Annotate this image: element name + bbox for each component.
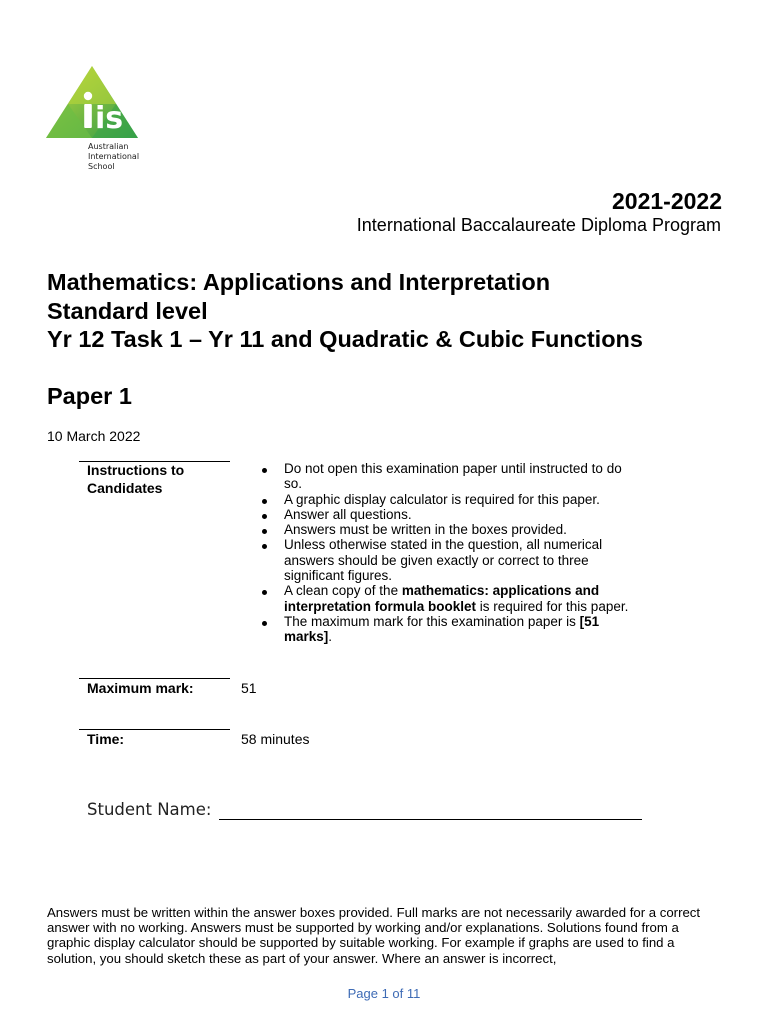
- instructions-label: Instructions to Candidates: [87, 462, 185, 496]
- student-name-label: Student Name:: [87, 800, 212, 819]
- title-level: Standard level: [47, 297, 208, 324]
- instruction-item: Do not open this examination paper until instructed to do so.: [256, 461, 636, 492]
- exam-date: 10 March 2022: [47, 428, 141, 444]
- program-name: International Baccalaureate Diploma Program: [356, 215, 721, 235]
- instructions-list: [256, 461, 636, 645]
- instruction-item: [256, 614, 636, 645]
- answer-instructions-paragraph: Answers must be written within the answer boxes provided. Full marks are not necessarily awarded for a correct answer with no working. Answers must be supported by working and/or explanations. Solutions found from a graphic display calculator should be supported by suitable working. For example if graphs are used to find a solution, you should sketch these as part of your answer. Where an answer is incorrect,: [47, 905, 701, 966]
- instruction-item: A graphic display calculator is required for this paper.: [256, 492, 636, 507]
- instruction-text: is required for this paper.: [476, 598, 629, 614]
- time-value: 58 minutes: [241, 731, 310, 747]
- instruction-bold-text: [51 marks]: [284, 613, 600, 645]
- instruction-text: .: [328, 629, 333, 645]
- logo-mark: is: [95, 101, 124, 136]
- logo-line: International: [88, 152, 140, 161]
- logo-triangle-icon: [46, 64, 142, 144]
- instruction-item: [256, 583, 636, 614]
- title-task: Yr 12 Task 1 – Yr 11 and Quadratic & Cubic Functions: [47, 326, 643, 352]
- logo-line: School: [88, 162, 115, 171]
- instruction-item: Unless otherwise stated in the question, all numerical answers should be given exactly or correct to three significant figures.: [256, 537, 636, 583]
- instruction-bold-text: mathematics: applications and interpretation formula booklet: [284, 583, 600, 614]
- instruction-item: Answers must be written in the boxes provided.: [256, 522, 636, 537]
- maximum-mark-label: Maximum mark:: [87, 680, 194, 696]
- title-subject: Mathematics: Applications and Interpretation: [47, 269, 551, 295]
- paper-heading: Paper 1: [47, 383, 132, 409]
- logo-line: Australian: [88, 142, 129, 151]
- maximum-mark-value: 51: [241, 680, 257, 696]
- student-name-field[interactable]: [219, 819, 642, 820]
- instruction-text: The maximum mark for this examination paper is: [284, 613, 580, 629]
- academic-year: 2021-2022: [612, 188, 722, 214]
- exam-title: [47, 268, 643, 354]
- instruction-text: A clean copy of the: [284, 583, 402, 599]
- page-number: Page 1 of 11: [347, 986, 421, 1001]
- logo-school-name: [88, 142, 139, 172]
- instruction-item: Answer all questions.: [256, 507, 636, 522]
- time-label: Time:: [87, 731, 125, 747]
